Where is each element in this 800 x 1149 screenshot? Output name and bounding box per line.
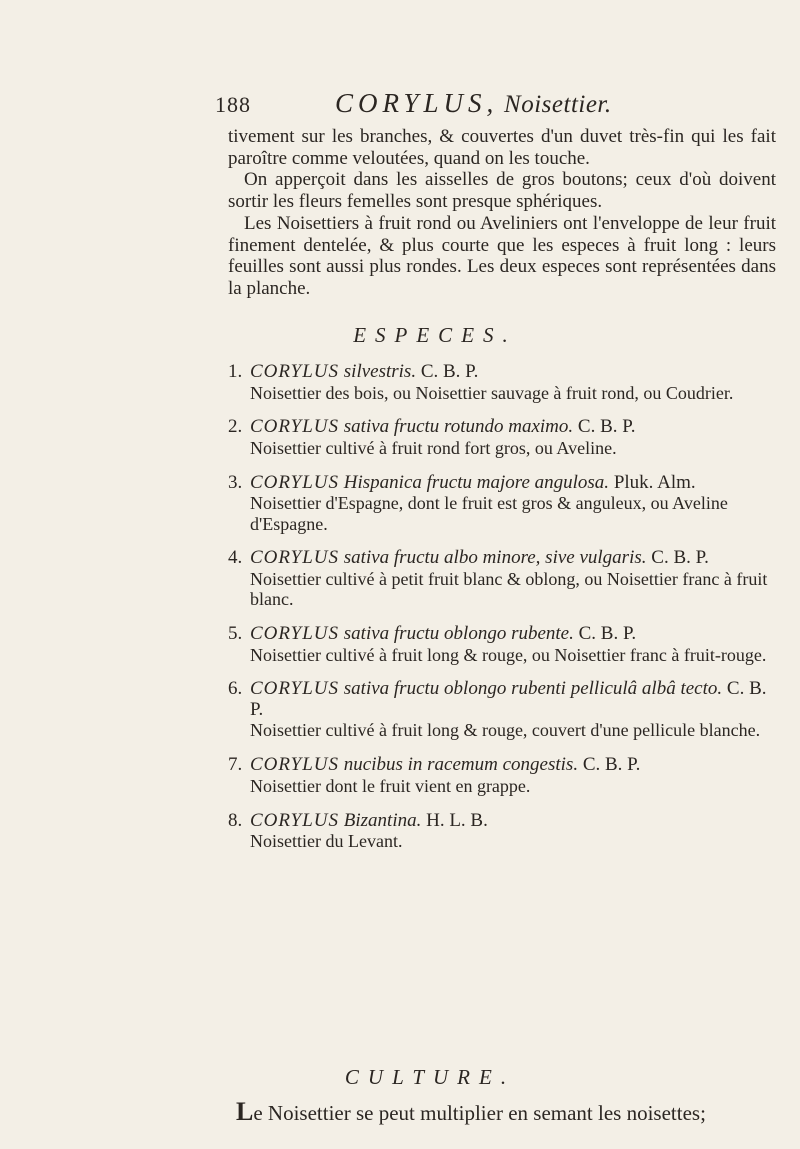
species-latin-name (250, 624, 780, 645)
species-latin-name (250, 548, 780, 569)
species-number: 2. (228, 416, 243, 438)
title-common-name: Noisettier. (504, 91, 612, 118)
species-french-name: Noisettier du Levant. (250, 831, 403, 852)
species-latin-name (250, 417, 780, 438)
species-genus: CORYLUS (250, 678, 340, 700)
culture-initial: L (236, 1097, 254, 1126)
title-genus: CORYLUS (335, 88, 487, 118)
species-french-name: Noisettier cultivé à fruit long & rouge, ou Noisettier franc à fruit-rouge. (250, 644, 767, 665)
species-genus: CORYLUS (250, 416, 340, 438)
species-french-name: Noisettier d'Espagne, dont le fruit est gros & anguleux, ou Aveline d'Espagne. (250, 493, 728, 534)
species-genus: CORYLUS (250, 547, 340, 569)
species-genus: CORYLUS (250, 471, 340, 493)
species-number: 7. (228, 754, 243, 776)
intro-paragraph-3: Les Noisettiers à fruit rond ou Aveliniers ont l'enveloppe de leur fruit finement dentelée, & plus courte que les especes à fruit long : leurs feuilles sont aussi plus rondes. Les deux especes sont représentées dans la planche. (228, 212, 776, 299)
culture-text: e Noisettier se peut multiplier en semant les noisettes; (253, 1101, 706, 1125)
species-latin-name (250, 755, 780, 776)
species-number: 8. (228, 809, 243, 831)
page-header (215, 88, 775, 128)
species-number: 6. (228, 678, 243, 700)
species-epithet: Hispanica fructu majore angulosa. (343, 471, 610, 493)
species-genus: CORYLUS (250, 623, 340, 645)
culture-paragraph (236, 1097, 786, 1127)
species-genus: CORYLUS (250, 754, 340, 776)
species-latin-name (250, 362, 780, 383)
species-epithet: Bizantina. (343, 809, 422, 831)
species-entry (228, 417, 780, 458)
species-french-name: Noisettier cultivé à petit fruit blanc & oblong, ou Noisettier franc à fruit blanc. (250, 568, 768, 610)
species-latin-name (250, 811, 780, 832)
species-epithet: sativa fructu albo minore, sive vulgaris. (343, 547, 647, 569)
species-french-name: Noisettier dont le fruit vient en grappe. (250, 775, 531, 796)
species-entry (228, 679, 780, 741)
species-number: 4. (228, 547, 243, 569)
species-french-name: Noisettier des bois, ou Noisettier sauvage à fruit rond, ou Coudrier. (250, 382, 734, 403)
species-number: 1. (228, 361, 243, 382)
species-entry (228, 624, 780, 665)
page-number: 188 (215, 92, 251, 117)
species-entry (228, 811, 780, 852)
species-epithet: nucibus in racemum congestis. (343, 754, 579, 776)
species-epithet: sativa fructu oblongo rubenti pelliculâ albâ tecto. (343, 678, 723, 700)
species-latin-name (250, 679, 780, 720)
species-epithet: sativa fructu oblongo rubente. (343, 623, 574, 645)
species-number: 5. (228, 623, 243, 645)
species-reference: C. B. P. (651, 547, 709, 569)
title-separator: , (486, 88, 505, 118)
species-reference: C. B. P. (578, 623, 637, 645)
species-genus: CORYLUS (250, 809, 340, 831)
species-genus: CORYLUS (250, 361, 340, 382)
species-reference: C. B. P. (250, 678, 767, 720)
species-french-name: Noisettier cultivé à fruit long & rouge, couvert d'une pellicule blanche. (250, 720, 761, 741)
species-entry (228, 473, 780, 535)
species-french-name: Noisettier cultivé à fruit rond fort gros, ou Aveline. (250, 437, 617, 458)
intro-paragraph-2: On apperçoit dans les aisselles de gros boutons; ceux d'où doivent sortir les fleurs femelles sont presque sphériques. (228, 169, 776, 213)
intro-paragraph-1: tivement sur les branches, & couvertes d'un duvet très-fin qui les fait paroître comme veloutées, quand on les touche. (228, 126, 776, 169)
species-reference: C. B. P. (577, 416, 636, 438)
species-epithet: silvestris. (343, 361, 417, 382)
species-entry (228, 755, 780, 796)
species-number: 3. (228, 471, 243, 493)
species-reference: Pluk. Alm. (613, 471, 696, 493)
culture-heading: CULTURE. (344, 1065, 516, 1089)
species-latin-name (250, 473, 780, 494)
running-title (335, 88, 612, 119)
species-epithet: sativa fructu rotundo maximo. (343, 416, 574, 438)
species-reference: H. L. B. (426, 809, 488, 831)
especes-heading: ESPECES. (353, 323, 517, 347)
species-list (228, 362, 780, 866)
species-reference: C. B. P. (420, 361, 479, 382)
species-reference: C. B. P. (582, 754, 641, 776)
intro-text (228, 126, 776, 300)
species-entry (228, 548, 780, 610)
species-entry (228, 362, 780, 403)
